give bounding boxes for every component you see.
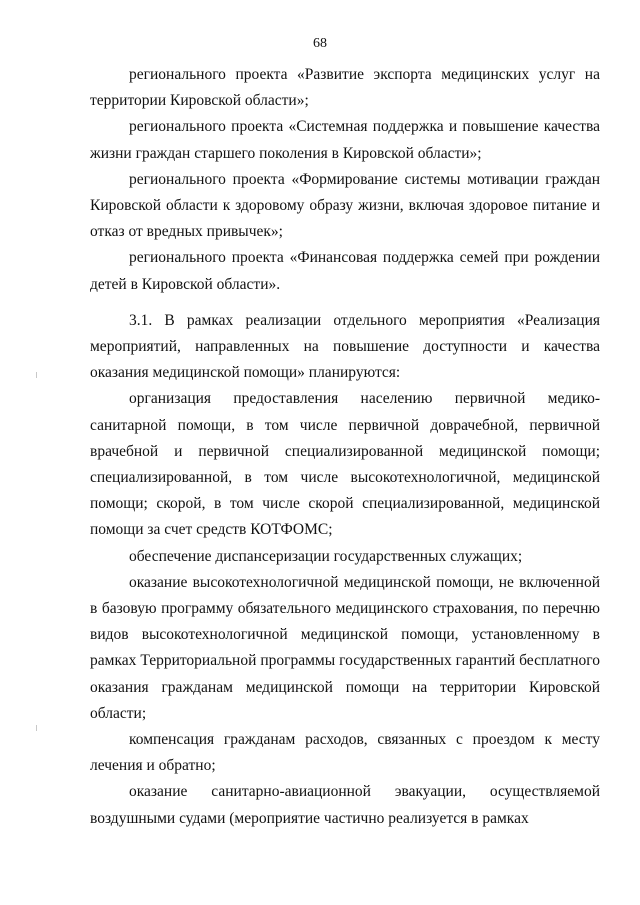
- paragraph-dispensarization: обеспечение диспансеризации государственных служащих;: [129, 547, 523, 565]
- paragraph-export-project: регионального проекта «Развитие экспорта медицинских услуг на территории Кировской области»;: [90, 66, 600, 110]
- scan-artifact: [36, 725, 37, 731]
- paragraph-family-support-project: регионального проекта «Финансовая поддержка семей при рождении детей в Кировской области».: [90, 249, 600, 293]
- paragraph-travel-compensation: компенсация гражданам расходов, связанных с проездом к месту лечения и обратно;: [90, 731, 600, 775]
- document-body: [90, 62, 600, 832]
- paragraph-high-tech-care: оказание высокотехнологичной медицинской помощи, не включенной в базовую программу обязательного медицинского страхования, по перечню видов высокотехнологичной медицинской помощи, установленному в рамках Территориальной программы государственных гарантий бесплатного оказания гражданам медицинской помощи на территории Кировской области;: [90, 573, 600, 722]
- paragraph-air-evacuation: оказание санитарно-авиационной эвакуации, осуществляемой воздушными судами (мероприятие частично реализуется в рамках: [90, 783, 600, 827]
- paragraph-healthy-lifestyle-project: регионального проекта «Формирование системы мотивации граждан Кировской области к здоровому образу жизни, включая здоровое питание и отказ от вредных привычек»;: [90, 170, 600, 241]
- paragraph-primary-care: организация предоставления населению первичной медико-санитарной помощи, в том числе первичной доврачебной, первичной врачебной и первичной специализированной медицинской помощи; специализированной, в том числе высокотехнологичной, медицинской помощи; скорой, в том числе скорой специализированной, медицинской помощи за счет средств КОТФОМС;: [90, 390, 600, 539]
- paragraph-section-3-1: 3.1. В рамках реализации отдельного мероприятия «Реализация мероприятий, направленных на повышение доступности и качества оказания медицинской помощи» планируются:: [90, 311, 600, 382]
- page-number: 68: [313, 36, 327, 51]
- scan-artifact: [36, 372, 37, 378]
- paragraph-elderly-project: регионального проекта «Системная поддержка и повышение качества жизни граждан старшего поколения в Кировской области»;: [90, 118, 600, 162]
